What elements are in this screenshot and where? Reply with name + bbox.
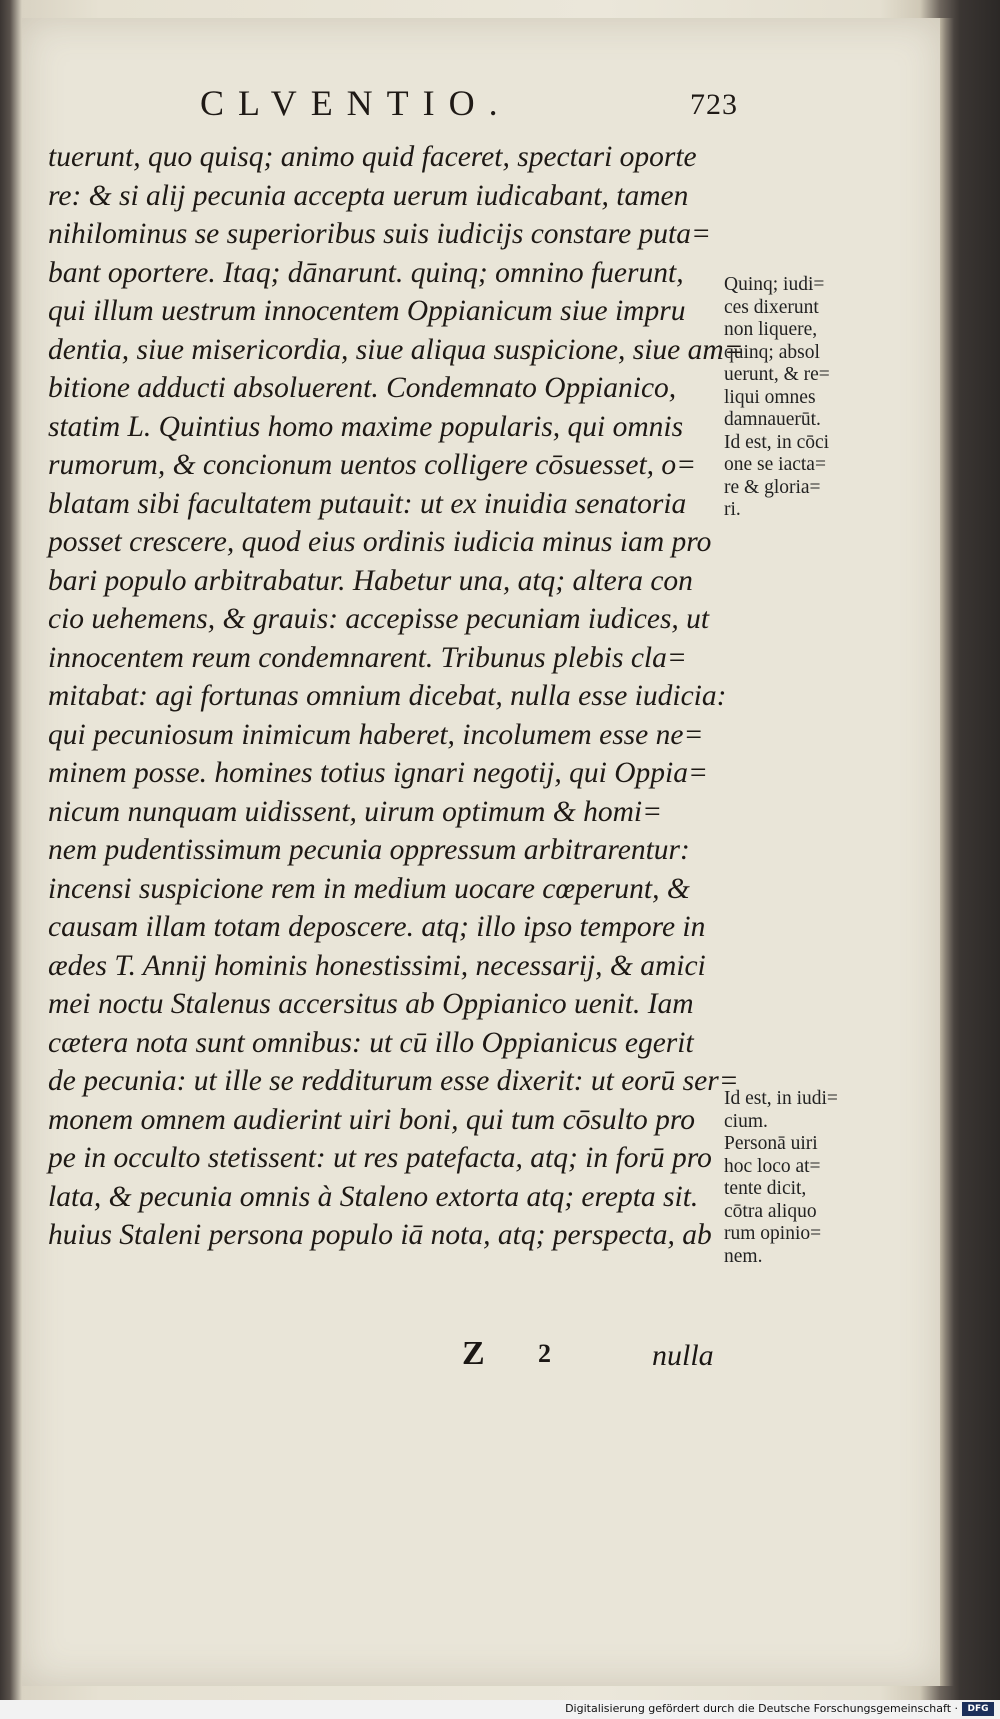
text-line: nicum nunquam uidissent, uirum optimum & homi= <box>48 795 662 828</box>
marginal-note-line: Id est, in cōci <box>724 431 830 453</box>
text-line: lata, & pecunia omnis à Staleno extorta atq; erepta sit. <box>48 1180 699 1213</box>
page-edge <box>940 18 954 1686</box>
marginal-note-line: ces dixerunt <box>724 296 819 318</box>
text-line: re: & si alij pecunia accepta uerum iudicabant, tamen <box>48 179 689 212</box>
dfg-logo: DFG <box>962 1702 994 1716</box>
signature-mark: Z <box>462 1335 485 1372</box>
marginal-note-line: rum opinio= <box>724 1223 822 1244</box>
text-line: cætera nota sunt omnibus: ut cū illo Oppianicus egerit <box>48 1026 694 1059</box>
marginal-note-line: non liquere, <box>724 319 818 340</box>
text-line: innocentem reum condemnarent. Tribunus plebis cla= <box>48 641 687 674</box>
text-line: mei noctu Stalenus accersitus ab Oppianico uenit. Iam <box>48 988 694 1020</box>
credit-bar <box>0 1700 1000 1719</box>
marginal-note-line: cium. <box>724 1110 768 1132</box>
text-line: tuerunt, quo quisq; animo quid faceret, spectari oporte <box>48 141 697 173</box>
text-line: ædes T. Annij hominis honestissimi, necessarij, & amici <box>48 949 706 982</box>
marginal-note-line: hoc loco at= <box>724 1155 821 1177</box>
running-head: CLVENTIO. <box>200 83 512 123</box>
text-line: statim L. Quintius homo maxime popularis, qui omnis <box>48 410 684 443</box>
text-line: bant oportere. Itaq; dānarunt. quinq; omnino fuerunt, <box>48 256 684 289</box>
text-line: pe in occulto stetissent: ut res patefacta, atq; in forū pro <box>48 1142 712 1174</box>
text-line: minem posse. homines totius ignari negotij, qui Oppia= <box>48 757 708 789</box>
text-line: causam illam totam deposcere. atq; illo ipso tempore in <box>48 911 706 943</box>
marginal-note-line: tente dicit, <box>724 1178 807 1199</box>
text-line: qui pecuniosum inimicum haberet, incolumem esse ne= <box>48 718 704 751</box>
marginal-note-line: ri. <box>724 499 741 520</box>
marginal-note-2 <box>724 1088 884 1268</box>
page-header <box>200 82 760 126</box>
marginal-note-line: uerunt, & re= <box>724 364 830 385</box>
marginal-note-line: nem. <box>724 1245 763 1267</box>
text-line: monem omnem audierint uiri boni, qui tum cōsulto pro <box>48 1103 696 1136</box>
text-line: nihilominus se superioribus suis iudicijs constare puta= <box>48 218 711 250</box>
text-line: incensi suspicione rem in medium uocare cœperunt, & <box>48 872 690 905</box>
marginal-note-line: Quinq; iudi= <box>724 274 825 295</box>
catchword: nulla <box>652 1339 714 1372</box>
marginal-note-line: damnauerūt. <box>724 409 821 430</box>
text-line: cio uehemens, & grauis: accepisse pecuniam iudices, ut <box>48 603 710 635</box>
marginal-note-line: cōtra aliquo <box>724 1200 817 1222</box>
marginal-note-line: one se iacta= <box>724 454 826 475</box>
text-line: de pecunia: ut ille se redditurum esse dixerit: ut eorū ser= <box>48 1065 739 1097</box>
text-line: blatam sibi facultatem putauit: ut ex inuidia senatoria <box>48 487 687 520</box>
signature-number: 2 <box>538 1339 551 1368</box>
text-line: huius Staleni persona populo iā nota, atq; perspecta, ab <box>48 1219 712 1251</box>
main-text-block <box>48 138 748 1255</box>
text-line: mitabat: agi fortunas omnium dicebat, nulla esse iudicia: <box>48 680 727 712</box>
credit-text: Digitalisierung gefördert durch die Deutsche Forschungsgemeinschaft · <box>565 1702 958 1715</box>
marginal-note-1 <box>724 274 884 522</box>
text-line: qui illum uestrum innocentem Oppianicum siue impru <box>48 295 686 327</box>
marginal-note-line: Id est, in iudi= <box>724 1088 838 1109</box>
page-footer <box>0 1335 1000 1385</box>
text-line: posset crescere, quod eius ordinis iudicia minus iam pro <box>48 526 712 558</box>
text-line: bitione adducti absoluerent. Condemnato Oppianico, <box>48 372 677 404</box>
text-line: bari populo arbitrabatur. Habetur una, atq; altera con <box>48 564 693 597</box>
text-line: dentia, siue misericordia, siue aliqua suspicione, siue am= <box>48 333 744 366</box>
marginal-note-line: re & gloria= <box>724 476 821 498</box>
marginal-note-line: liqui omnes <box>724 386 816 408</box>
page-number: 723 <box>690 88 738 121</box>
marginal-note-line: Personā uiri <box>724 1133 818 1154</box>
text-line: nem pudentissimum pecunia oppressum arbitrarentur: <box>48 834 690 866</box>
text-line: rumorum, & concionum uentos colligere cōsuesset, o= <box>48 449 697 481</box>
marginal-note-line: quinq; absol <box>724 341 820 363</box>
